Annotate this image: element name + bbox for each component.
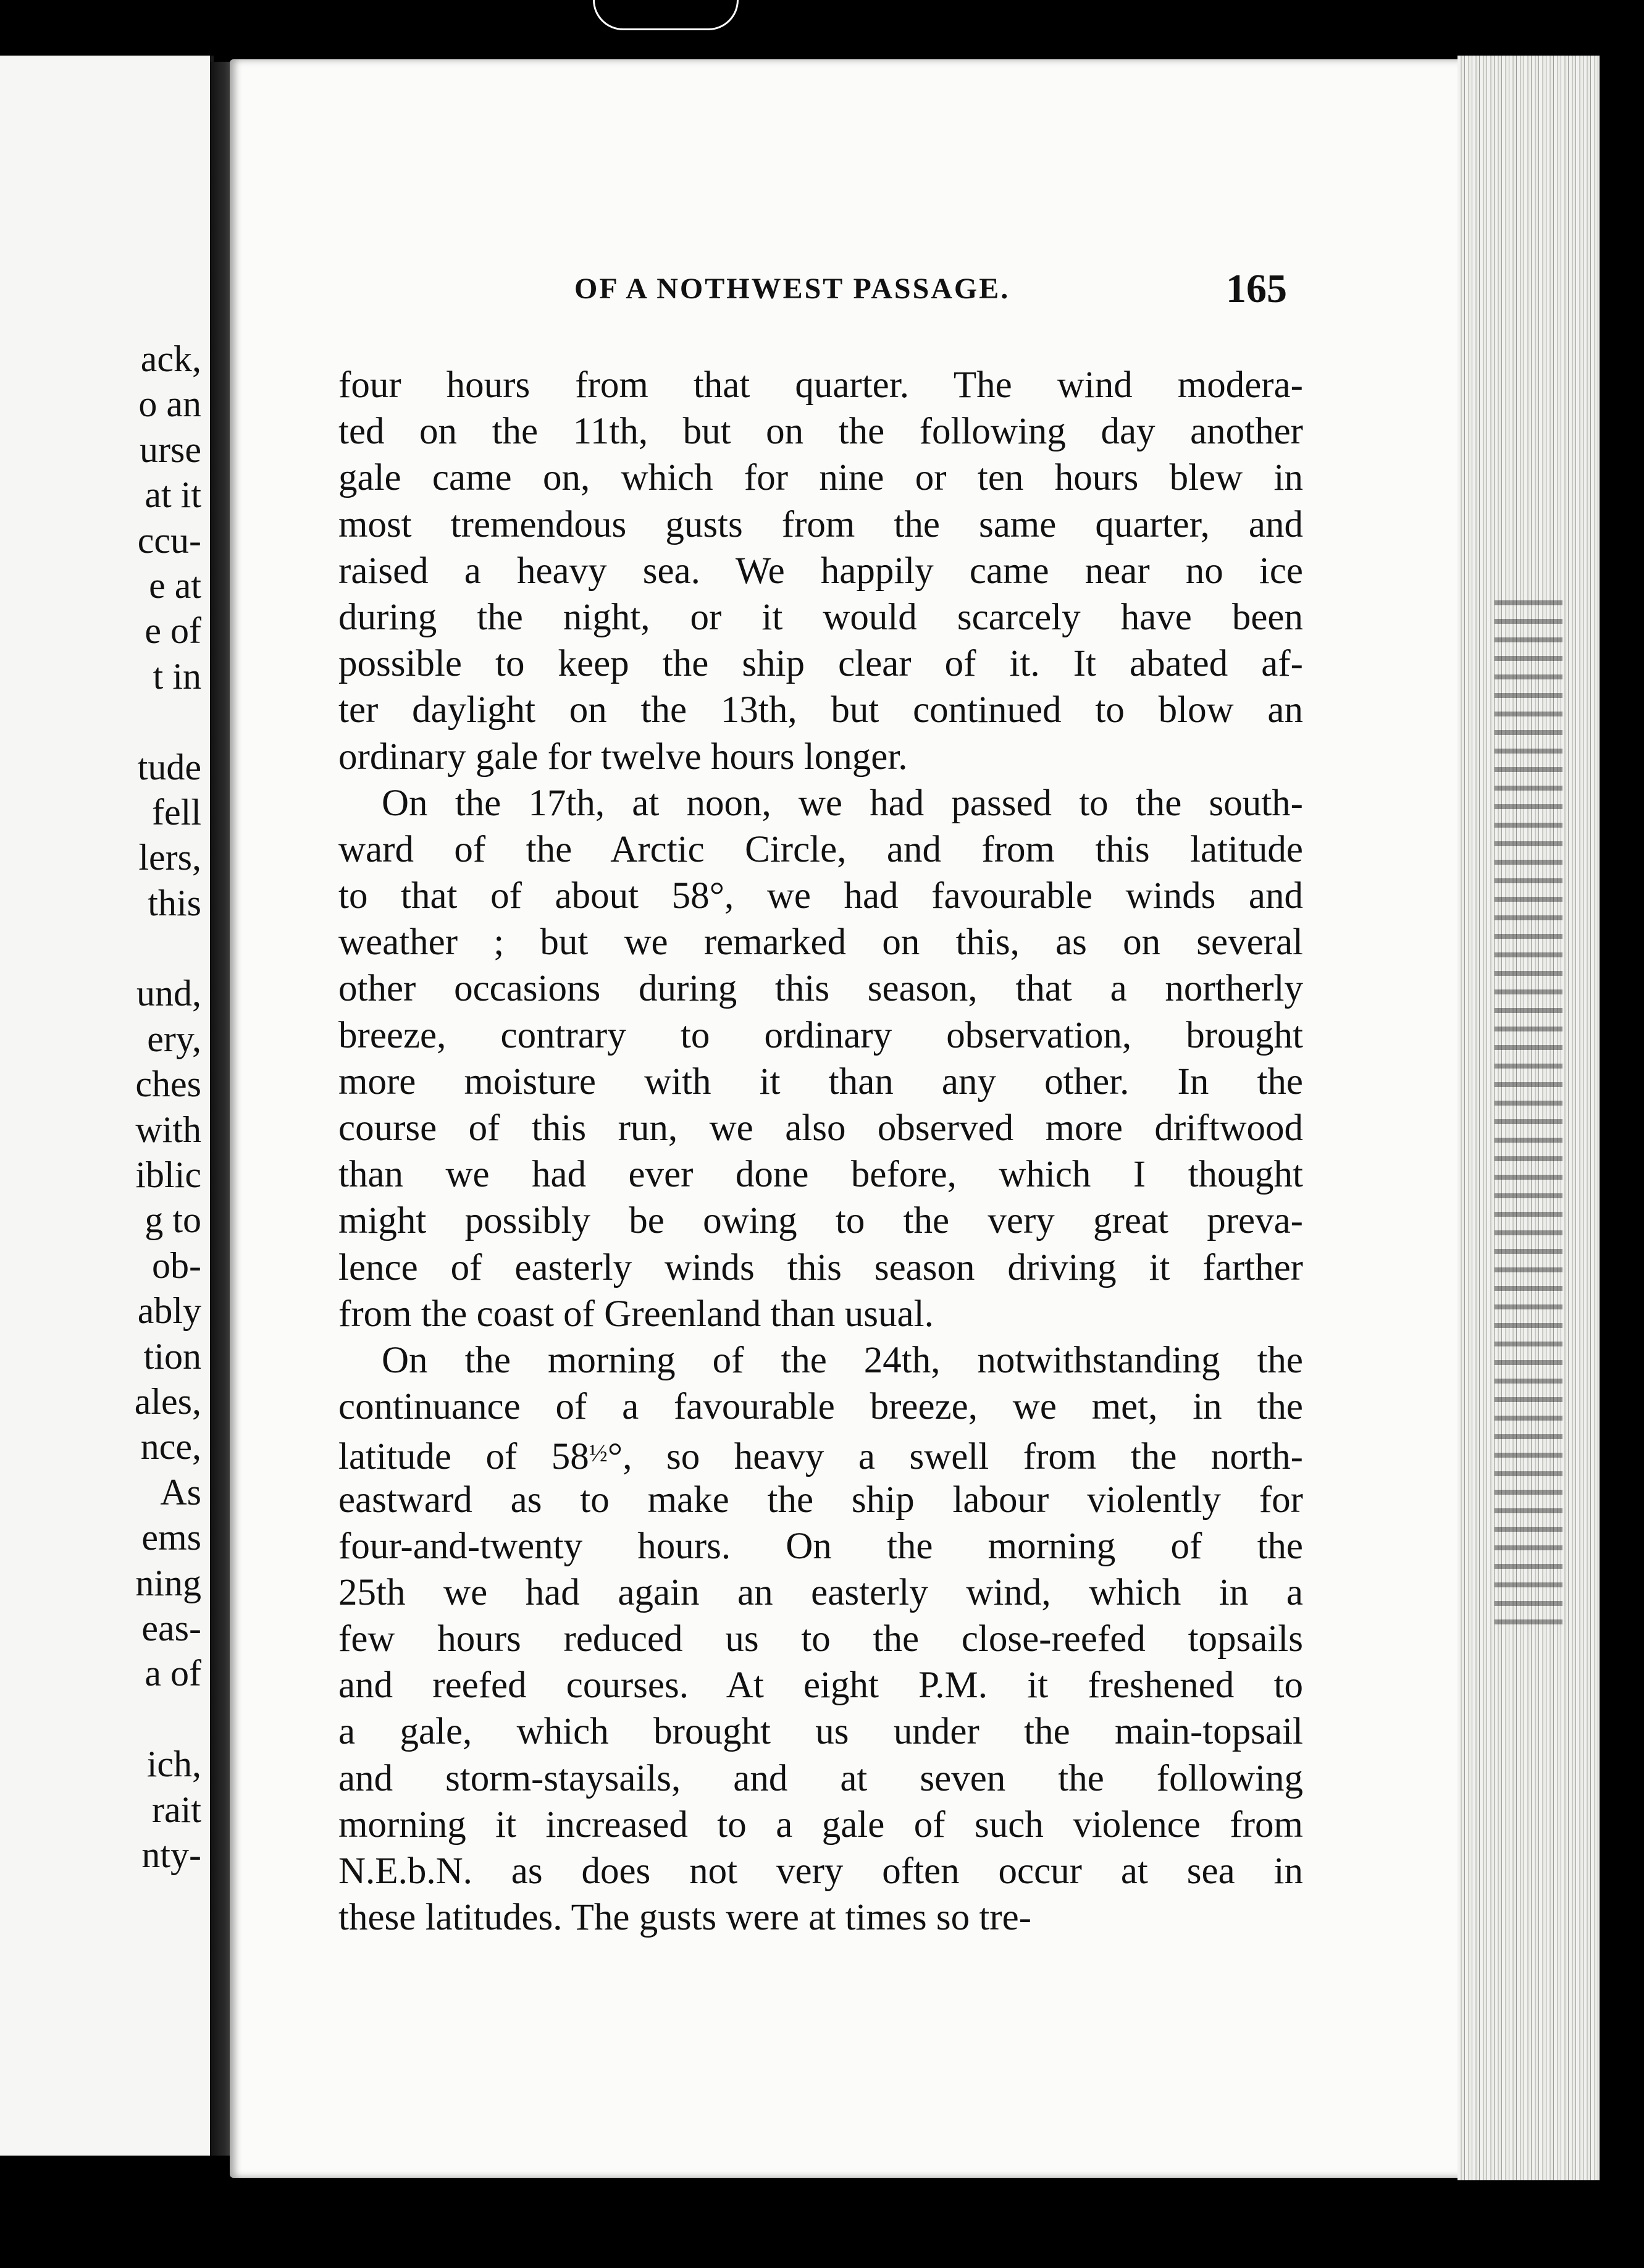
text-line: gale came on, which for nine or ten hours blew in <box>338 457 1303 499</box>
binding-ornament <box>593 0 739 30</box>
text-line: from the coast of Greenland than usual. <box>338 1293 934 1335</box>
paragraph <box>338 362 1303 780</box>
left-page-fragment: nce, <box>140 1426 201 1468</box>
text-line: ordinary gale for twelve hours longer. <box>338 736 908 778</box>
text-line: possible to keep the ship clear of it. It abated af- <box>338 643 1303 685</box>
text-line: raised a heavy sea. We happily came near no ice <box>338 550 1303 592</box>
page-edges <box>1457 56 1600 2180</box>
left-page-fragment: tude <box>137 746 201 788</box>
left-page-fragment: rait <box>152 1789 201 1830</box>
left-page-fragment: ob- <box>152 1245 201 1286</box>
text-line: course of this run, we also observed more driftwood <box>338 1107 1303 1149</box>
text-line: ward of the Arctic Circle, and from this latitude <box>338 828 1303 870</box>
text-line: 25th we had again an easterly wind, which in a <box>338 1571 1303 1613</box>
text-line: On the morning of the 24th, notwithstanding the <box>382 1339 1303 1381</box>
left-page-fragment: o an <box>138 384 201 425</box>
left-page-fragment: As <box>160 1471 201 1513</box>
text-line: than we had ever done before, which I thought <box>338 1154 1303 1196</box>
left-page-fragment: ccu- <box>137 519 201 561</box>
text-line: morning it increased to a gale of such violence from <box>338 1804 1303 1846</box>
text-line: might possibly be owing to the very great preva- <box>338 1200 1303 1242</box>
text-line: weather ; but we remarked on this, as on several <box>338 922 1303 964</box>
left-page-fragment: g to <box>145 1199 201 1241</box>
text-line: eastward as to make the ship labour violently for <box>338 1479 1303 1521</box>
left-page-fragment: ery, <box>147 1018 201 1059</box>
text-line: and reefed courses. At eight P.M. it freshened to <box>338 1665 1303 1707</box>
running-head: OF A NOTHWEST PASSAGE. <box>574 272 1010 305</box>
text-line: these latitudes. The gusts were at times so tre- <box>338 1897 1032 1939</box>
left-page-fragment: ales, <box>134 1380 201 1422</box>
left-page-fragment: ems <box>141 1517 201 1558</box>
text-line: ter daylight on the 13th, but continued to blow an <box>338 689 1303 731</box>
left-page-fragment: with <box>135 1109 201 1150</box>
text-line: few hours reduced us to the close-reefed topsails <box>338 1618 1303 1660</box>
left-page-fragment: at it <box>145 474 201 516</box>
left-page-fragment: ning <box>135 1562 201 1603</box>
text-line: ted on the 11th, but on the following day another <box>338 411 1303 453</box>
left-page-fragment: ches <box>135 1064 201 1105</box>
left-facing-page <box>0 56 214 2156</box>
left-page-fragment: ack, <box>140 338 201 379</box>
text-line: continuance of a favourable breeze, we met, in the <box>338 1386 1303 1428</box>
left-page-fragment: ably <box>137 1290 201 1332</box>
text-line: N.E.b.N. as does not very often occur at sea in <box>338 1850 1303 1892</box>
text-line: during the night, or it would scarcely have been <box>338 596 1303 638</box>
text-line: four-and-twenty hours. On the morning of the <box>338 1525 1303 1567</box>
paragraph <box>338 1337 1303 1941</box>
left-page-fragment: fell <box>152 791 201 833</box>
left-page-fragment: ich, <box>146 1744 201 1785</box>
left-page-text-fragments <box>0 337 201 1878</box>
left-page-fragment: eas- <box>141 1607 201 1648</box>
text-line: On the 17th, at noon, we had passed to the south- <box>382 782 1303 824</box>
left-page-fragment: iblic <box>135 1154 201 1196</box>
left-page-fragment <box>0 926 201 971</box>
left-page-fragment <box>0 699 201 744</box>
fraction-half: ½ <box>589 1439 608 1468</box>
text-line: four hours from that quarter. The wind modera- <box>338 364 1303 406</box>
body-text <box>338 362 1303 1941</box>
left-page-fragment: nty- <box>141 1834 201 1875</box>
text-line: breeze, contrary to ordinary observation, brought <box>338 1014 1303 1056</box>
text-line: a gale, which brought us under the main-topsail <box>338 1711 1303 1753</box>
left-page-fragment: urse <box>140 429 201 470</box>
paragraph <box>338 780 1303 1337</box>
text-line: latitude of 58½°, so heavy a swell from the north- <box>338 1436 1303 1478</box>
left-page-fragment: a of <box>145 1653 201 1694</box>
text-line: and storm-staysails, and at seven the following <box>338 1757 1303 1799</box>
left-page-fragment: t in <box>153 655 201 697</box>
left-page-fragment: tion <box>143 1335 201 1377</box>
left-page-fragment: und, <box>136 973 201 1014</box>
text-line: other occasions during this season, that a northerly <box>338 968 1303 1010</box>
left-page-fragment: this <box>148 882 201 923</box>
left-page-fragment: e of <box>145 610 201 652</box>
left-page-fragment <box>0 1697 201 1742</box>
edge-marks <box>1495 587 1562 1637</box>
page-number: 165 <box>1226 266 1287 311</box>
text-line: lence of easterly winds this season driving it farther <box>338 1246 1303 1288</box>
left-page-fragment: lers, <box>138 837 201 878</box>
text-line: more moisture with it than any other. In the <box>338 1060 1303 1102</box>
left-page-fragment: e at <box>149 565 201 606</box>
text-line: to that of about 58°, we had favourable winds and <box>338 875 1303 917</box>
text-line: most tremendous gusts from the same quarter, and <box>338 503 1303 545</box>
